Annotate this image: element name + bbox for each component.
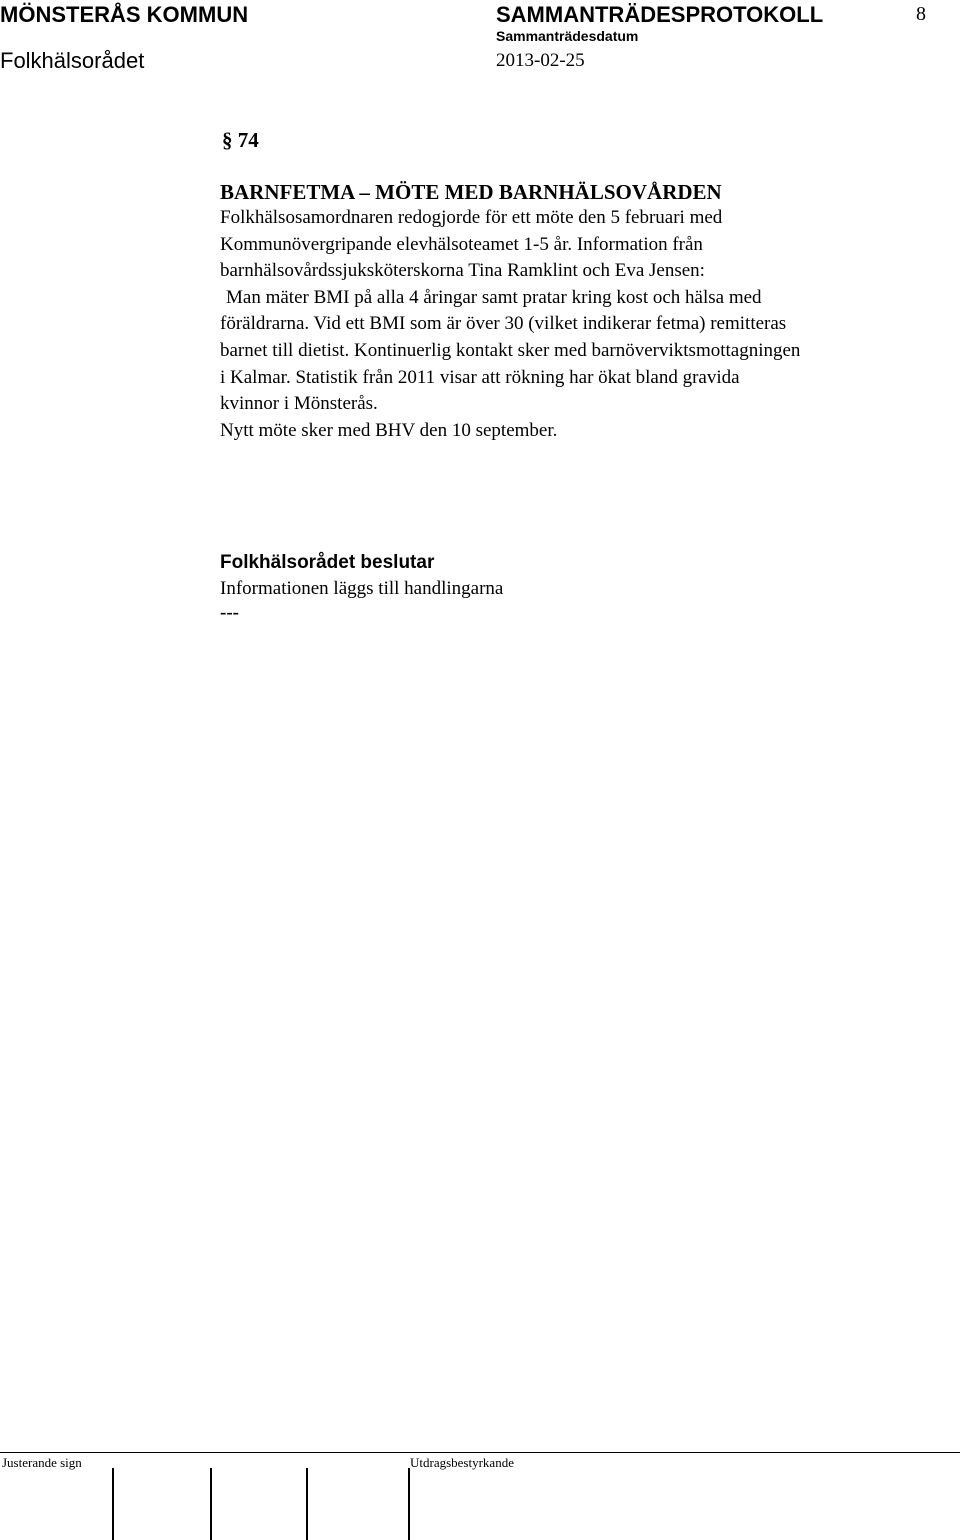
footer-extract-label: Utdragsbestyrkande <box>410 1455 514 1470</box>
committee-name: Folkhälsorådet <box>0 48 145 73</box>
decision-heading: Folkhälsorådet beslutar <box>220 552 435 573</box>
body-line: barnhälsovårdssjuksköterskorna Tina Ramklint och Eva Jensen: <box>220 260 705 282</box>
page-number: 8 <box>916 3 926 25</box>
section-number: § 74 <box>222 128 259 152</box>
municipality-name: MÖNSTERÅS KOMMUN <box>0 2 249 27</box>
document-type: SAMMANTRÄDESPROTOKOLL <box>496 2 824 27</box>
footer-rule <box>0 1452 960 1453</box>
signature-box-divider <box>306 1468 308 1540</box>
body-line: Folkhälsosamordnaren redogjorde för ett möte den 5 februari med <box>220 207 723 228</box>
body-line: kvinnor i Mönsterås. <box>220 393 378 415</box>
body-line: föräldrarna. Vid ett BMI som är över 30 (vilket indikerar fetma) remitteras <box>220 313 787 335</box>
date-label: Sammanträdesdatum <box>496 28 639 44</box>
body-line: i Kalmar. Statistik från 2011 visar att rökning har ökat bland gravida <box>220 366 740 388</box>
body-line: Nytt möte sker med BHV den 10 september. <box>220 419 558 441</box>
meeting-date: 2013-02-25 <box>496 50 585 71</box>
body-line: barnet till dietist. Kontinuerlig kontakt sker med barnöverviktsmottagningen <box>220 339 801 361</box>
signature-box-divider <box>408 1468 410 1540</box>
signature-box-divider <box>112 1468 114 1540</box>
end-mark: --- <box>220 602 239 623</box>
body-line: Man mäter BMI på alla 4 åringar samt pratar kring kost och hälsa med <box>226 286 762 308</box>
body-line: Kommunövergripande elevhälsoteamet 1-5 år. Information från <box>220 233 703 255</box>
section-title: BARNFETMA – MÖTE MED BARNHÄLSOVÅRDEN <box>220 180 722 204</box>
section-body <box>220 205 800 444</box>
signature-box-divider <box>210 1468 212 1540</box>
decision-text: Informationen läggs till handlingarna <box>220 578 504 599</box>
footer-sign-label: Justerande sign <box>2 1455 82 1470</box>
